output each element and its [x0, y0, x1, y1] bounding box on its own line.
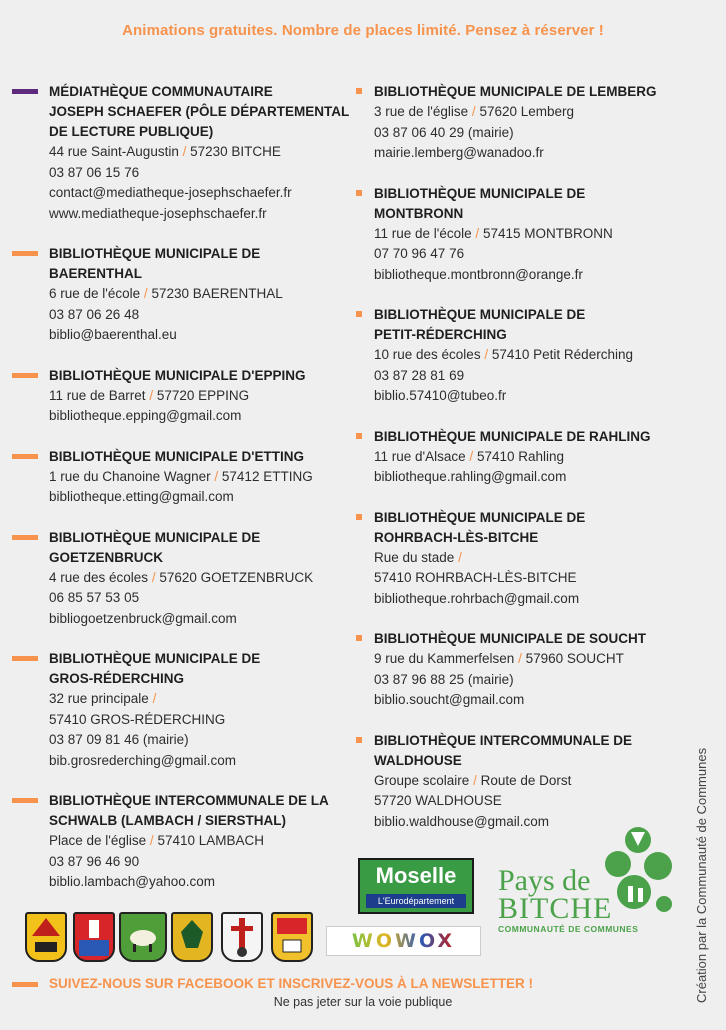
- library-address: [374, 771, 691, 792]
- coat-of-arms-icon: [171, 912, 213, 962]
- city: 57410 ROHRBACH-LÈS-BITCHE: [374, 570, 577, 585]
- right-column: [356, 82, 691, 852]
- library-entry: [356, 82, 691, 164]
- separator: /: [151, 569, 156, 585]
- library-entry: [356, 629, 691, 711]
- footer-note: Ne pas jeter sur la voie publique: [273, 995, 453, 1009]
- library-entry: [12, 447, 350, 508]
- street: 11 rue de l'école: [374, 225, 472, 241]
- library-name: MÉDIATHÈQUE COMMUNAUTAIRE: [49, 84, 273, 99]
- library-address: [49, 386, 350, 407]
- library-name: BIBLIOTHÈQUE MUNICIPALE DE: [49, 529, 261, 545]
- bullet-marker: [12, 89, 38, 94]
- library-address: [49, 568, 350, 589]
- library-name: GROS-RÉDERCHING: [49, 671, 185, 686]
- email-link[interactable]: bibliotheque.montbronn@orange.fr: [374, 266, 583, 282]
- separator: /: [469, 448, 474, 464]
- wowox-logo-text: WOWOX: [351, 930, 456, 952]
- coat-of-arms-icon: [73, 912, 115, 962]
- moselle-logo: [358, 858, 474, 914]
- email-link[interactable]: biblio@baerenthal.eu: [49, 327, 177, 342]
- library-name: BIBLIOTHÈQUE MUNICIPALE DE RAHLING: [374, 428, 651, 444]
- library-name: BIBLIOTHÈQUE MUNICIPALE DE SOUCHT: [374, 631, 647, 646]
- street: 44 rue Saint-Augustin: [49, 144, 179, 159]
- website-link[interactable]: www.mediatheque-josephschaefer.fr: [49, 205, 267, 221]
- separator: /: [214, 468, 219, 484]
- moselle-logo-title: Moselle: [375, 863, 457, 888]
- street: 4 rue des écoles: [49, 569, 149, 585]
- coat-of-arms-icon: [25, 912, 67, 962]
- library-address: [49, 831, 350, 852]
- contact-line: 03 87 06 15 76: [49, 164, 140, 180]
- library-address: [49, 142, 350, 163]
- contact-line: 03 87 09 81 46 (mairie): [49, 732, 189, 747]
- pays-de-bitche-logo: [498, 826, 680, 934]
- library-name: BIBLIOTHÈQUE MUNICIPALE DE: [374, 509, 586, 525]
- street: 6 rue de l'école: [49, 286, 141, 301]
- library-name: BIBLIOTHÈQUE MUNICIPALE DE LEMBERG: [374, 84, 657, 99]
- separator: /: [149, 387, 154, 403]
- email-link[interactable]: bib.grosrederching@gmail.com: [49, 752, 237, 768]
- bullet-marker: [356, 635, 362, 641]
- city: 57720 EPPING: [156, 387, 250, 403]
- library-address: [374, 224, 691, 245]
- bullet-marker: [12, 373, 38, 378]
- library-name: BAERENTHAL: [49, 266, 142, 281]
- separator: /: [473, 772, 477, 788]
- email-link[interactable]: bibliotheque.rohrbach@gmail.com: [374, 590, 580, 606]
- email-link[interactable]: contact@mediatheque-josephschaefer.fr: [49, 185, 292, 200]
- street: Groupe scolaire: [374, 772, 470, 788]
- city: 57960 SOUCHT: [525, 651, 624, 666]
- contact-line: 07 70 96 47 76: [374, 246, 465, 261]
- library-name: PETIT-RÉDERCHING: [374, 327, 507, 342]
- separator: /: [471, 104, 476, 119]
- pays-logo-line2: BITCHE: [498, 892, 613, 925]
- street: 10 rue des écoles: [374, 347, 481, 362]
- library-name: GOETZENBRUCK: [49, 549, 163, 565]
- bullet-marker: [356, 190, 362, 196]
- separator: /: [149, 833, 154, 848]
- city: 57410 GROS-RÉDERCHING: [49, 711, 226, 727]
- footer-marker: [12, 982, 38, 987]
- city: Route de Dorst: [480, 772, 572, 788]
- library-name: BIBLIOTHÈQUE INTERCOMMUNALE DE LA: [49, 793, 329, 808]
- email-link[interactable]: biblio.57410@tubeo.fr: [374, 388, 507, 403]
- email-link[interactable]: biblio.waldhouse@gmail.com: [374, 813, 550, 829]
- library-entry: [12, 791, 350, 893]
- library-name: BIBLIOTHÈQUE MUNICIPALE DE: [374, 185, 586, 201]
- contact-line: 57720 WALDHOUSE: [374, 793, 502, 808]
- library-entry: [12, 366, 350, 427]
- bullet-marker: [356, 88, 362, 94]
- contact-line: 06 85 57 53 05: [49, 590, 140, 605]
- street: 1 rue du Chanoine Wagner: [49, 468, 211, 484]
- city: 57410 Rahling: [476, 448, 565, 464]
- bullet-marker: [356, 433, 362, 439]
- contact-line: 03 87 96 88 25 (mairie): [374, 671, 514, 687]
- email-link[interactable]: bibliotheque.etting@gmail.com: [49, 489, 234, 504]
- email-link[interactable]: bibliogoetzenbruck@gmail.com: [49, 610, 237, 626]
- separator: /: [475, 225, 480, 241]
- library-address: [49, 467, 350, 488]
- library-name: SCHWALB (LAMBACH / SIERSTHAL): [49, 813, 286, 828]
- email-link[interactable]: mairie.lemberg@wanadoo.fr: [374, 145, 544, 160]
- email-link[interactable]: biblio.lambach@yahoo.com: [49, 874, 216, 889]
- coat-of-arms-icon: [271, 912, 313, 962]
- bullet-marker: [12, 535, 38, 540]
- footer-cta[interactable]: SUIVEZ-NOUS SUR FACEBOOK ET INSCRIVEZ-VOUS À LA NEWSLETTER !: [49, 976, 534, 991]
- email-link[interactable]: bibliotheque.rahling@gmail.com: [374, 469, 567, 484]
- library-address: [49, 689, 350, 710]
- coat-of-arms-icon: [119, 912, 167, 962]
- street: 9 rue du Kammerfelsen: [374, 651, 515, 666]
- city: 57620 Lemberg: [479, 104, 575, 119]
- city: 57230 BAERENTHAL: [151, 286, 283, 301]
- street: 11 rue de Barret: [49, 387, 146, 403]
- city: 57410 Petit Réderching: [491, 347, 633, 362]
- library-name: JOSEPH SCHAEFER (PÔLE DÉPARTEMENTAL: [49, 104, 350, 119]
- library-address: [49, 284, 350, 305]
- library-entry: [356, 184, 691, 286]
- contact-line: 03 87 06 26 48: [49, 306, 140, 322]
- library-entry: [356, 305, 691, 407]
- pays-logo-line1: Pays de: [498, 864, 591, 897]
- city: 57620 GOETZENBRUCK: [159, 569, 314, 585]
- library-name: BIBLIOTHÈQUE MUNICIPALE DE: [49, 246, 261, 261]
- library-entry: [12, 82, 350, 224]
- library-address: [374, 102, 691, 123]
- contact-line: 03 87 28 81 69: [374, 367, 465, 383]
- street: 11 rue d'Alsace: [374, 448, 466, 464]
- street: 32 rue principale: [49, 691, 149, 706]
- separator: /: [182, 144, 187, 159]
- street: Rue du stade: [374, 549, 455, 565]
- city: 57230 BITCHE: [190, 144, 281, 159]
- city: 57412 ETTING: [221, 468, 313, 484]
- library-entry: [12, 649, 350, 771]
- bullet-marker: [356, 737, 362, 743]
- separator: /: [143, 286, 148, 301]
- library-name: ROHRBACH-LÈS-BITCHE: [374, 529, 539, 545]
- top-banner: Animations gratuites. Nombre de places limité. Pensez à réserver !: [122, 22, 604, 39]
- library-name: BIBLIOTHÈQUE MUNICIPALE DE: [49, 651, 261, 666]
- library-name: BIBLIOTHÈQUE INTERCOMMUNALE DE: [374, 732, 632, 748]
- library-entry: [12, 528, 350, 630]
- left-column: [12, 82, 350, 913]
- library-name: BIBLIOTHÈQUE MUNICIPALE DE: [374, 307, 586, 322]
- email-link[interactable]: biblio.soucht@gmail.com: [374, 692, 525, 707]
- bullet-marker: [12, 798, 38, 803]
- bullet-marker: [356, 514, 362, 520]
- email-link[interactable]: bibliotheque.epping@gmail.com: [49, 408, 242, 423]
- library-entry: [356, 427, 691, 488]
- moselle-logo-subtitle: L'Eurodépartement: [366, 894, 466, 908]
- library-address: [374, 345, 691, 366]
- city: 57410 LAMBACH: [157, 833, 264, 848]
- library-entry: [356, 508, 691, 610]
- separator: /: [458, 549, 462, 565]
- contact-line: 03 87 96 46 90: [49, 853, 140, 869]
- separator: /: [152, 691, 157, 706]
- bullet-marker: [12, 454, 38, 459]
- contact-line: 03 87 06 40 29 (mairie): [374, 124, 514, 140]
- library-address: [374, 548, 691, 569]
- vertical-credit: Création par la Communauté de Communes: [694, 747, 709, 1003]
- coat-of-arms-icon: [221, 912, 263, 962]
- library-name: BIBLIOTHÈQUE MUNICIPALE D'ETTING: [49, 448, 304, 464]
- city: 57415 MONTBRONN: [482, 225, 613, 241]
- pays-logo-line3: COMMUNAUTÉ DE COMMUNES: [498, 924, 639, 934]
- library-entry: [12, 244, 350, 346]
- bullet-marker: [12, 656, 38, 661]
- library-name: WALDHOUSE: [374, 752, 462, 768]
- library-address: [374, 447, 691, 468]
- street: Place de l'église: [49, 833, 147, 848]
- library-name: DE LECTURE PUBLIQUE): [49, 124, 214, 139]
- separator: /: [484, 347, 489, 362]
- separator: /: [518, 651, 522, 666]
- library-name: BIBLIOTHÈQUE MUNICIPALE D'EPPING: [49, 367, 306, 383]
- library-address: [374, 649, 691, 670]
- bullet-marker: [356, 311, 362, 317]
- street: 3 rue de l'église: [374, 104, 469, 119]
- library-entry: [356, 731, 691, 833]
- wowox-logo: [326, 926, 481, 956]
- library-name: MONTBRONN: [374, 205, 464, 221]
- bullet-marker: [12, 251, 38, 256]
